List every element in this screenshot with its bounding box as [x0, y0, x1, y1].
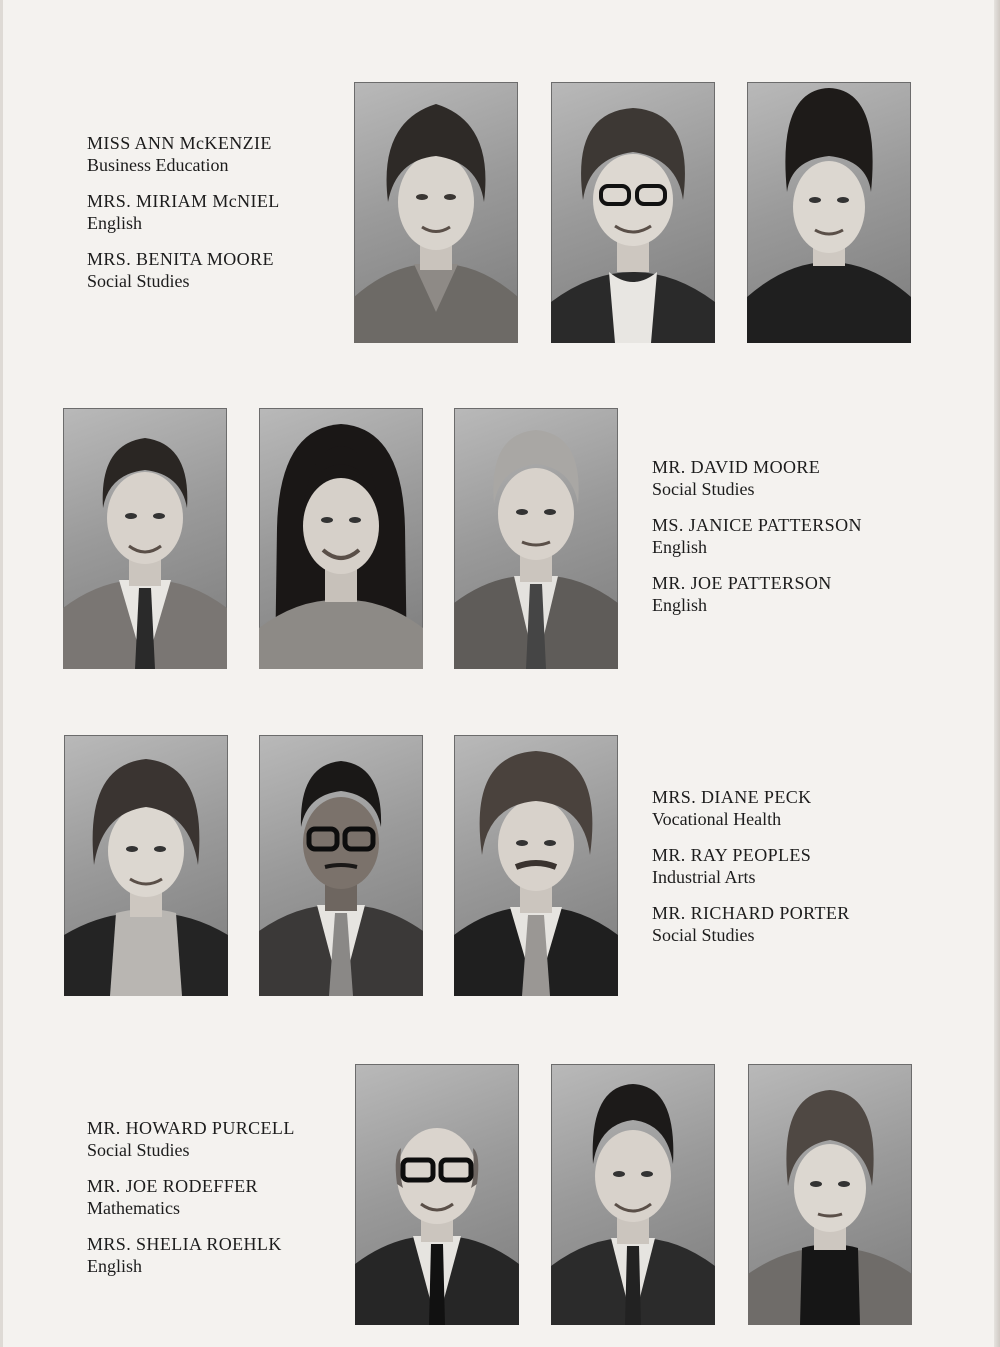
faculty-entry: [87, 248, 367, 292]
faculty-list-group-2: [652, 456, 932, 630]
faculty-entry: [652, 456, 932, 500]
faculty-entry: [87, 1117, 367, 1161]
portrait-photo: [355, 1064, 519, 1325]
faculty-subject: Social Studies: [652, 925, 755, 945]
portrait-photo: [454, 408, 618, 669]
faculty-name: MRS. BENITA MOORE: [87, 249, 274, 269]
faculty-subject: Business Education: [87, 155, 229, 175]
faculty-list-group-4: [87, 1117, 367, 1291]
faculty-entry: [652, 786, 932, 830]
faculty-name: MRS. SHELIA ROEHLK: [87, 1234, 282, 1254]
faculty-name: MRS. MIRIAM McNIEL: [87, 191, 280, 211]
portrait-photo: [551, 1064, 715, 1325]
portrait-photo: [259, 735, 423, 996]
faculty-name: MR. JOE RODEFFER: [87, 1176, 258, 1196]
faculty-entry: [652, 572, 932, 616]
faculty-entry: [652, 514, 932, 558]
faculty-name: MS. JANICE PATTERSON: [652, 515, 862, 535]
portrait-photo: [454, 735, 618, 996]
faculty-list-group-1: [87, 132, 367, 306]
page-edge: [994, 0, 1000, 1347]
faculty-name: MRS. DIANE PECK: [652, 787, 812, 807]
faculty-name: MR. DAVID MOORE: [652, 457, 821, 477]
portrait-photo: [354, 82, 518, 343]
faculty-subject: Social Studies: [652, 479, 755, 499]
faculty-subject: Mathematics: [87, 1198, 180, 1218]
page-spine: [0, 0, 3, 1347]
faculty-subject: Industrial Arts: [652, 867, 756, 887]
faculty-entry: [87, 190, 367, 234]
portrait-photo: [551, 82, 715, 343]
faculty-entry: [87, 1233, 367, 1277]
faculty-subject: Social Studies: [87, 1140, 190, 1160]
portrait-photo: [748, 1064, 912, 1325]
faculty-name: MR. RAY PEOPLES: [652, 845, 812, 865]
faculty-name: MR. RICHARD PORTER: [652, 903, 850, 923]
faculty-name: MR. JOE PATTERSON: [652, 573, 832, 593]
portrait-photo: [64, 735, 228, 996]
faculty-entry: [87, 1175, 367, 1219]
faculty-list-group-3: [652, 786, 932, 960]
faculty-subject: English: [87, 213, 143, 233]
faculty-name: MR. HOWARD PURCELL: [87, 1118, 295, 1138]
faculty-entry: [652, 844, 932, 888]
portrait-photo: [259, 408, 423, 669]
faculty-name: MISS ANN McKENZIE: [87, 133, 272, 153]
faculty-subject: English: [87, 1256, 143, 1276]
faculty-subject: English: [652, 595, 708, 615]
portrait-photo: [747, 82, 911, 343]
portrait-photo: [63, 408, 227, 669]
faculty-subject: English: [652, 537, 708, 557]
faculty-subject: Social Studies: [87, 271, 190, 291]
faculty-subject: Vocational Health: [652, 809, 782, 829]
faculty-entry: [87, 132, 367, 176]
faculty-entry: [652, 902, 932, 946]
